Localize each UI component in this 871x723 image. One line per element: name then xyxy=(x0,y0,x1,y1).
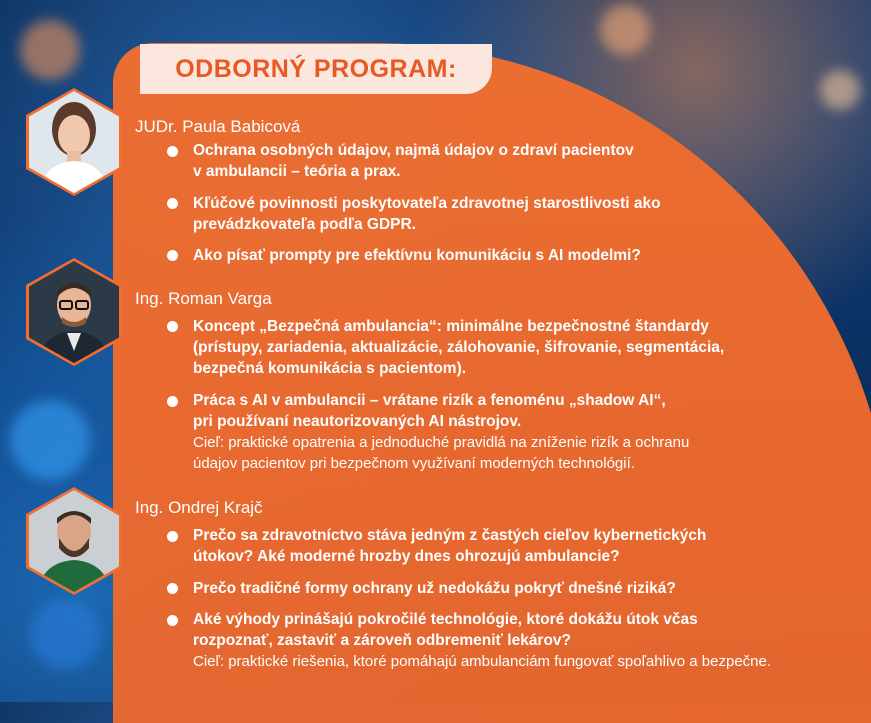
topic-line: útokov? Aké moderné hrozby dnes ohrozujú ambulancie? xyxy=(193,548,620,565)
topic-note: Cieľ: praktické riešenia, ktoré pomáhajú ambulanciám fungovať spoľahlivo a bezpečne. xyxy=(193,653,772,670)
bullet xyxy=(167,396,178,407)
bullet xyxy=(167,531,178,542)
bullet xyxy=(167,146,178,157)
bullet xyxy=(167,615,178,626)
page-title-banner xyxy=(140,44,492,94)
portrait-man-beard-icon xyxy=(29,490,119,592)
topic-line: (prístupy, zariadenia, aktualizácie, zálohovanie, šifrovanie, segmentácia, xyxy=(193,339,725,356)
topic-line: pri používaní neautorizovaných AI nástrojov. xyxy=(193,413,522,430)
topic-line: Práca s AI v ambulancii – vrátane rizík a fenoménu „shadow AI“, xyxy=(193,392,666,409)
topic xyxy=(193,390,689,474)
topic-line: Kľúčové povinnosti poskytovateľa zdravotnej starostlivosti ako xyxy=(193,195,661,212)
speaker-name: Ing. Ondrej Krajč xyxy=(135,498,263,517)
topic-line: v ambulancii – teória a prax. xyxy=(193,163,401,180)
speaker-name: Ing. Roman Varga xyxy=(135,289,272,308)
speaker-avatar xyxy=(26,487,122,595)
topic xyxy=(193,140,634,182)
topic xyxy=(193,609,771,672)
background-glow xyxy=(20,20,80,80)
background-glow xyxy=(820,70,860,110)
topic-line: Prečo tradičné formy ochrany už nedokážu pokryť dnešné riziká? xyxy=(193,580,676,597)
topic-line: rozpoznať, zastaviť a zároveň odbremeniť lekárov? xyxy=(193,632,572,649)
topic-line: Ochrana osobných údajov, najmä údajov o zdraví pacientov xyxy=(193,142,634,159)
topic-line: Prečo sa zdravotníctvo stáva jedným z častých cieľov kybernetických xyxy=(193,527,707,544)
background-glow xyxy=(600,5,650,55)
topic-line: Koncept „Bezpečná ambulancia“: minimálne bezpečnostné štandardy xyxy=(193,318,709,335)
topic-line: prevádzkovateľa podľa GDPR. xyxy=(193,216,416,233)
topic xyxy=(193,316,724,379)
background-glow xyxy=(10,400,90,480)
bullet xyxy=(167,198,178,209)
portrait-woman-icon xyxy=(29,91,119,193)
topic-note: údajov pacientov pri bezpečnom využívaní moderných technológií. xyxy=(193,455,635,472)
topic-line: Aké výhody prinášajú pokročilé technológie, ktoré dokážu útok včas xyxy=(193,611,698,628)
page-title: ODBORNÝ PROGRAM: xyxy=(175,54,457,83)
topic-line: bezpečná komunikácia s pacientom). xyxy=(193,360,467,377)
topic xyxy=(193,525,706,567)
background-glow xyxy=(30,600,100,670)
bullet xyxy=(167,583,178,594)
topic xyxy=(193,578,676,599)
bullet xyxy=(167,321,178,332)
portrait-man-glasses-icon xyxy=(29,261,119,363)
topic-note: Cieľ: praktické opatrenia a jednoduché pravidlá na zníženie rizík a ochranu xyxy=(193,434,690,451)
speaker-avatar xyxy=(26,258,122,366)
topic xyxy=(193,193,661,235)
topic-line: Ako písať prompty pre efektívnu komunikáciu s AI modelmi? xyxy=(193,247,641,264)
bullet xyxy=(167,250,178,261)
speaker-avatar xyxy=(26,88,122,196)
speaker-name: JUDr. Paula Babicová xyxy=(135,117,301,136)
topic xyxy=(193,245,641,266)
